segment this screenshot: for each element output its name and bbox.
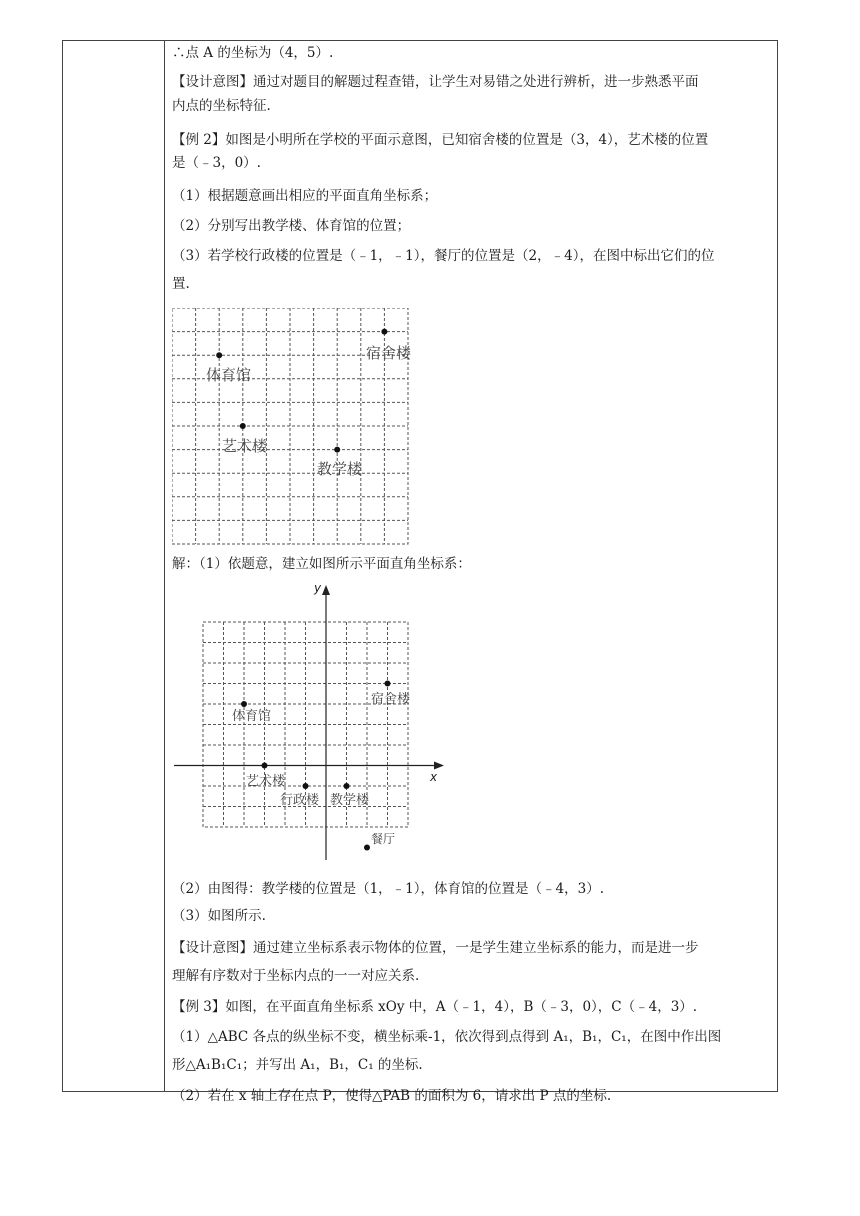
example2-q3-line1: （3）若学校行政楼的位置是（﹣1，﹣1），餐厅的位置是（2，﹣4），在图中标出它们的位 xyxy=(172,248,715,264)
axes xyxy=(174,585,444,860)
gym-point-2 xyxy=(241,701,247,707)
art-label-2: 艺术楼 xyxy=(246,774,286,789)
teach-point xyxy=(334,447,340,453)
canteen-point-2 xyxy=(364,845,370,851)
gym-label-2: 体育馆 xyxy=(232,709,272,724)
dorm-label: 宿舍楼 xyxy=(366,344,412,362)
answer-line: ∴点 A 的坐标为（4，5）. xyxy=(172,45,334,61)
dorm-point-2 xyxy=(385,681,391,687)
dorm-point xyxy=(381,329,387,335)
example2-line2: 是（﹣3，0）. xyxy=(172,155,261,171)
example2-q2: （2）分别写出教学楼、体育馆的位置； xyxy=(172,218,411,234)
example2-q1: （1）根据题意画出相应的平面直角坐标系； xyxy=(172,188,438,204)
teach-label-2: 教学楼 xyxy=(330,793,370,808)
example2-q3-line2: 置. xyxy=(172,276,190,292)
gym-label: 体育馆 xyxy=(206,366,252,384)
solution-step3: （3）如图所示. xyxy=(172,908,266,924)
example3-q2: （2）若在 x 轴上存在点 P，使得△PAB 的面积为 6，请求出 P 点的坐标. xyxy=(172,1088,612,1104)
design-intent-1-line2: 内点的坐标特征. xyxy=(172,98,271,114)
example3-line1: 【例 3】如图，在平面直角坐标系 xOy 中，A（﹣1，4），B（﹣3，0），C（﹣4，3）. xyxy=(172,999,698,1015)
example3-q1-line1: （1）△ABC 各点的纵坐标不变，横坐标乘-1，依次得到点得到 A₁，B₁，C₁，在图中作出图 xyxy=(172,1029,722,1045)
art-point xyxy=(240,423,246,429)
school-map-figure xyxy=(172,308,412,548)
admin-label-2: 行政楼 xyxy=(280,793,320,808)
solution-step1: 解：（1）依题意，建立如图所示平面直角坐标系： xyxy=(172,556,471,572)
coordinate-figure xyxy=(172,580,452,870)
design-intent-2-line2: 理解有序数对于坐标内点的一一对应关系. xyxy=(172,968,420,984)
teach-point-2 xyxy=(344,783,350,789)
design-intent-1-line1: 【设计意图】通过对题目的解题过程查错，让学生对易错之处进行辨析，进一步熟悉平面 xyxy=(172,74,699,90)
dorm-label-2: 宿舍楼 xyxy=(371,692,411,707)
design-intent-2-line1: 【设计意图】通过建立坐标系表示物体的位置，一是学生建立坐标系的能力，而是进一步 xyxy=(172,940,699,956)
admin-point-2 xyxy=(303,783,309,789)
gym-point xyxy=(216,352,222,358)
y-axis-label: y xyxy=(314,581,322,595)
example2-line1: 【例 2】如图是小明所在学校的平面示意图，已知宿舍楼的位置是（3，4），艺术楼的位置 xyxy=(172,132,709,148)
solution-step2: （2）由图得：教学楼的位置是（1，﹣1），体育馆的位置是（﹣4，3）. xyxy=(172,881,604,897)
canteen-label-2: 餐厅 xyxy=(371,832,396,846)
art-point-2 xyxy=(262,763,268,769)
teach-label: 教学楼 xyxy=(317,460,363,478)
example3-q1-line2: 形△A₁B₁C₁；并写出 A₁，B₁，C₁ 的坐标. xyxy=(172,1057,423,1073)
x-axis-label: x xyxy=(430,770,438,784)
art-label: 艺术楼 xyxy=(222,437,268,455)
table-column-divider xyxy=(164,40,165,1092)
